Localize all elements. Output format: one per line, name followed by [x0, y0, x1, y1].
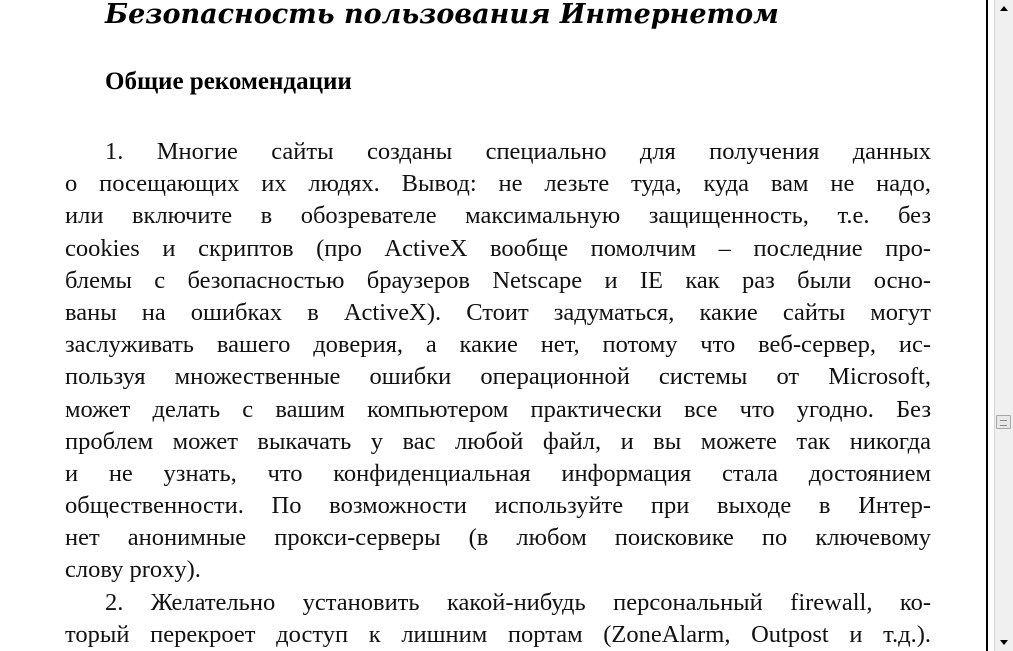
vertical-scrollbar[interactable] — [994, 0, 1013, 651]
arrow-down-icon — [1000, 640, 1008, 645]
text-line: или включите в обозревателе максимальную защищенность, т.е. без — [65, 202, 931, 230]
text-line: может делать с вашим компьютером практически все что угодно. Без — [65, 395, 931, 423]
text-line: проблем может выкачать у вас любой файл, и вы можете так никогда — [65, 427, 931, 455]
grip-icon — [1000, 420, 1007, 426]
scroll-up-button[interactable] — [995, 0, 1013, 17]
text-line: 1. Многие сайты созданы специально для получения данных — [105, 138, 931, 165]
scrollbar-thumb[interactable] — [996, 415, 1011, 429]
document-body — [65, 136, 931, 651]
text-line: торый перекроет доступ к лишним портам (ZoneAlarm, Outpost и т.д.). — [65, 620, 931, 648]
text-line: ваны на ошибках в ActiveX). Стоит задуматься, какие сайты могут — [65, 298, 931, 326]
text-line: блемы с безопасностью браузеров Netscape и IE как раз были осно- — [65, 266, 931, 294]
text-line: 2. Желательно установить какой-нибудь персональный firewall, ко- — [105, 588, 931, 616]
text-line: и не узнать, что конфиденциальная информация стала достоянием — [65, 459, 931, 487]
arrow-up-icon — [1000, 6, 1008, 11]
document-title: Безопасность пользования Интернетом — [105, 0, 779, 30]
text-line: заслуживать вашего доверия, а какие нет, потому что веб-сервер, ис- — [65, 331, 931, 359]
scroll-down-button[interactable] — [995, 634, 1013, 651]
text-line: нет анонимные прокси-серверы (в любом поисковике по ключевому — [65, 524, 931, 552]
section-heading: Общие рекомендации — [105, 68, 352, 95]
text-line: слову proxy). — [65, 556, 201, 584]
text-line: пользуя множественные ошибки операционной системы от Microsoft, — [65, 363, 931, 391]
text-line: cookies и скриптов (про ActiveX вообще помолчим – последние про- — [65, 234, 931, 262]
text-line: общественности. По возможности используйте при выходе в Интер- — [65, 492, 931, 520]
text-line: о посещающих их людях. Вывод: не лезьте туда, куда вам не надо, — [65, 170, 931, 198]
